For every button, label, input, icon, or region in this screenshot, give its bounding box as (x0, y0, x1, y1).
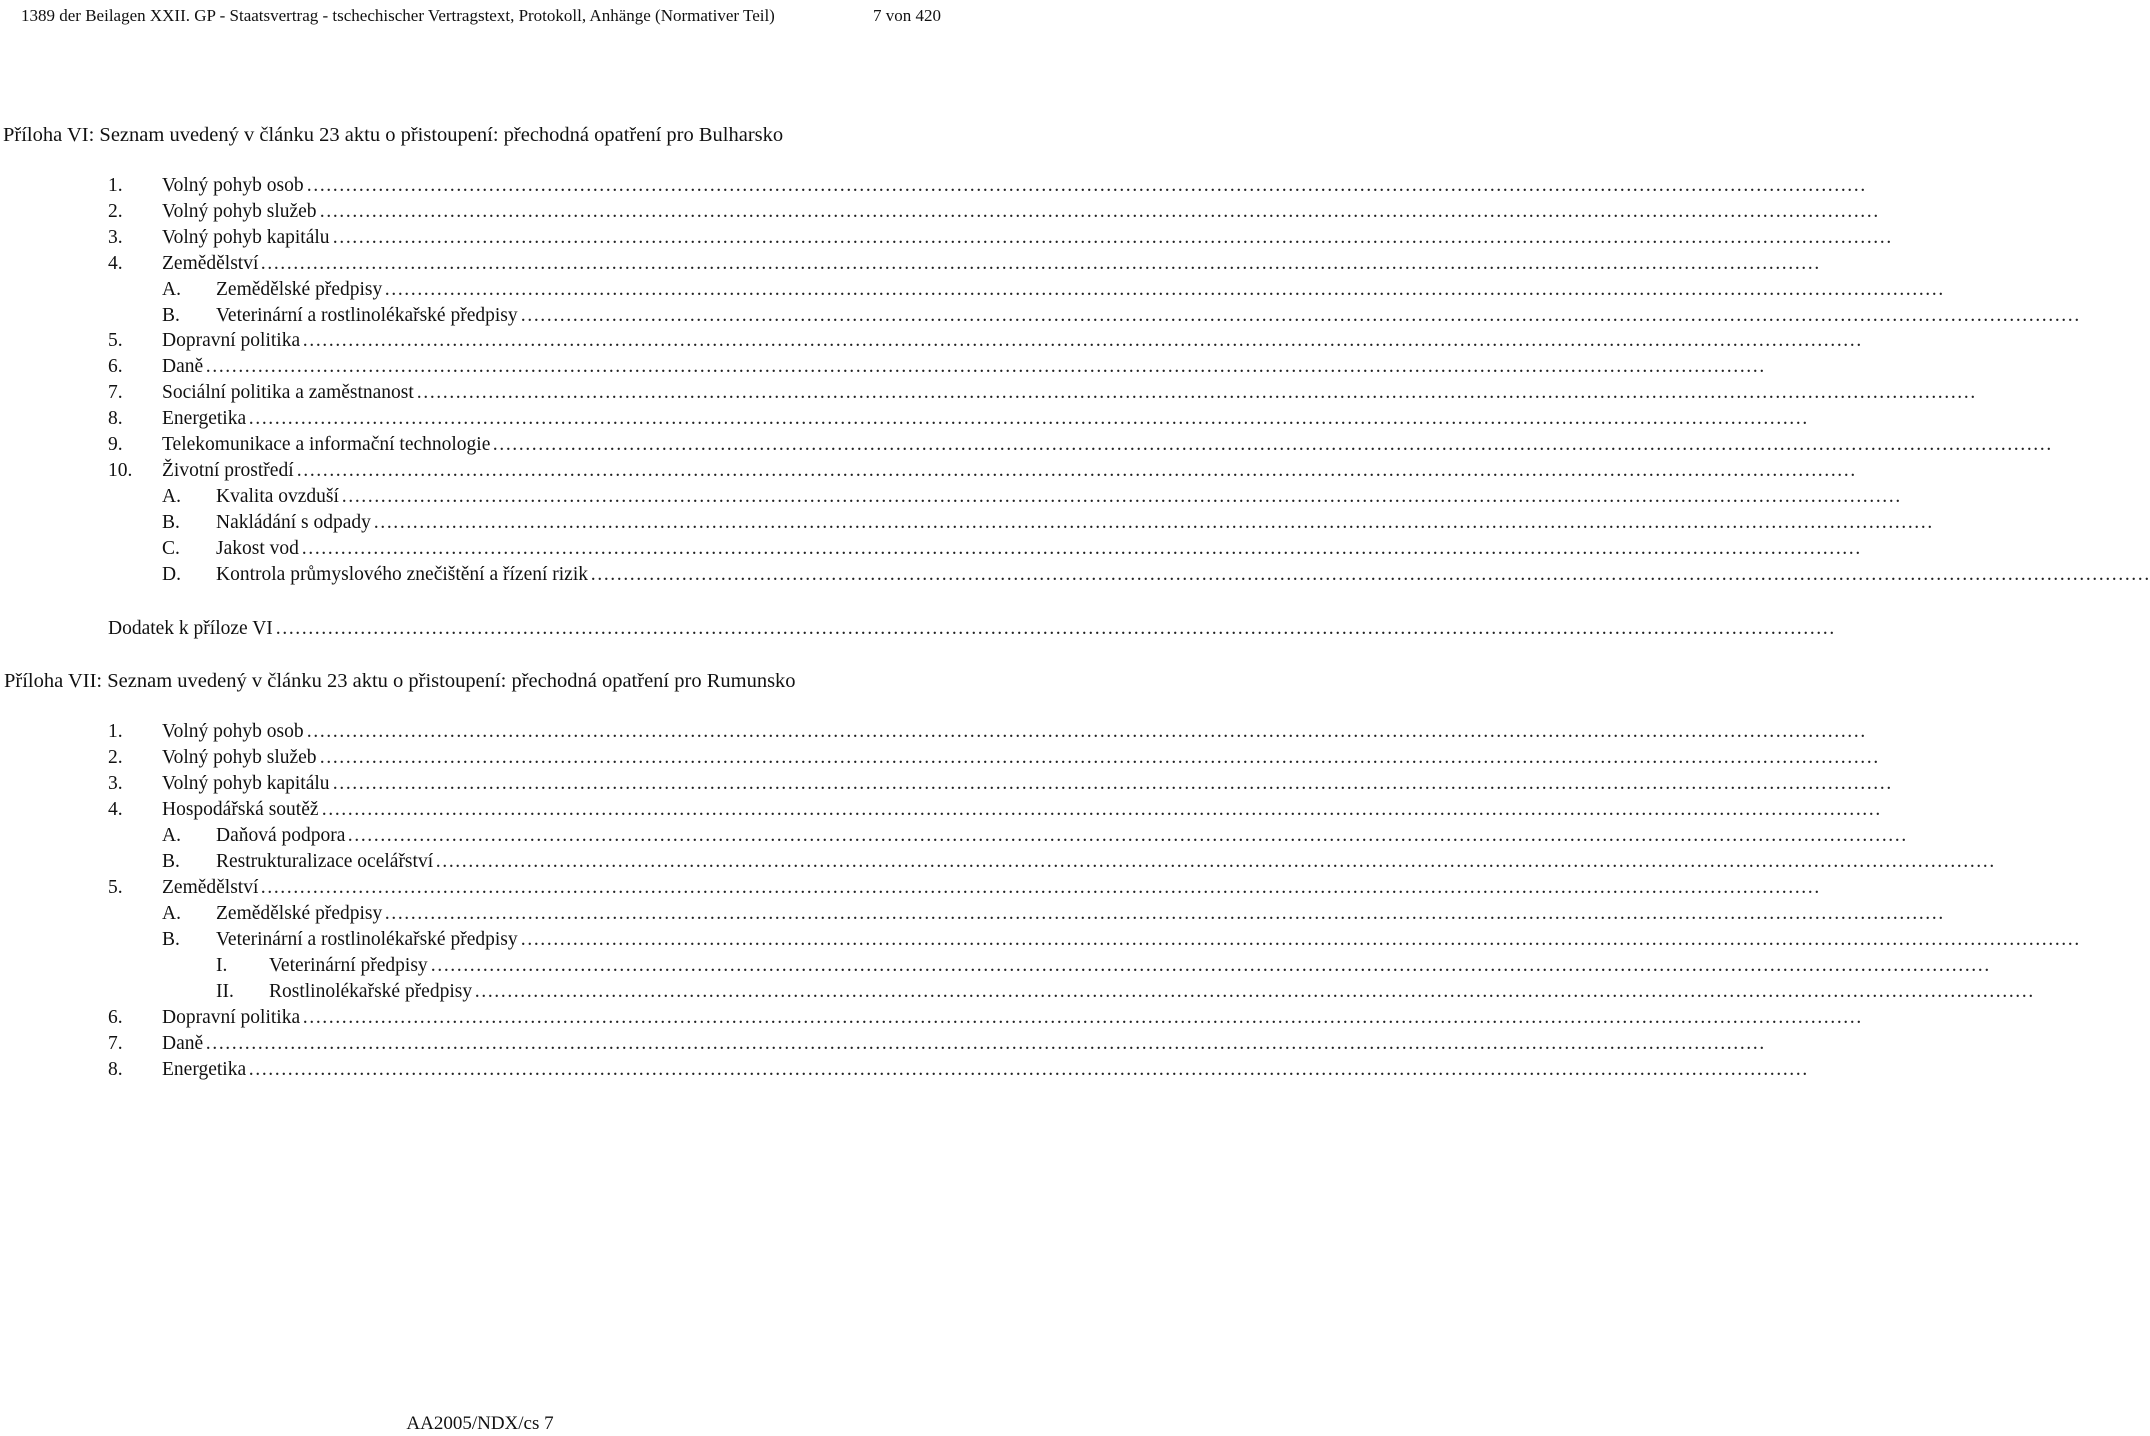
toc-entry (108, 458, 1856, 484)
dot-leader: …………………………………………………………………………………………………………………………………………………………………………………………………………………… (260, 252, 1820, 274)
dot-leader: …………………………………………………………………………………………………………………………………………………………………………………………………………………… (373, 511, 1933, 533)
toc-entry-label: Veterinární a rostlinolékařské předpisy (216, 304, 518, 326)
toc-entry-number: A. (162, 903, 181, 924)
toc-entry-number: B. (162, 304, 180, 326)
toc-entry-label: Daně (162, 1033, 204, 1054)
dot-leader: …………………………………………………………………………………………………………………………………………………………………………………………………………………… (332, 226, 1892, 248)
toc-entry-label: Daňová podpora (216, 825, 346, 846)
toc-entry-label: Volný pohyb kapitálu (162, 773, 330, 794)
toc-entry-number: B. (162, 929, 180, 950)
toc-entry-number: 7. (108, 382, 123, 404)
dot-leader: …………………………………………………………………………………………………………………………………………………………………………………………………………………… (341, 485, 1901, 507)
toc-entry-label: Rostlinolékařské předpisy (269, 981, 473, 1002)
toc-entry-label: Volný pohyb kapitálu (162, 226, 330, 248)
toc-entry-number: 6. (108, 356, 123, 378)
toc-entry (162, 510, 1933, 536)
toc-entry-number: A. (162, 278, 181, 300)
dot-leader: …………………………………………………………………………………………………………………………………………………………………………………………………………………… (319, 747, 1879, 768)
toc-entry-label: Zemědělské předpisy (216, 278, 383, 300)
toc-entry-number: C. (162, 537, 180, 559)
dot-leader: …………………………………………………………………………………………………………………………………………………………………………………………………………………… (205, 1033, 1765, 1054)
dot-leader: …………………………………………………………………………………………………………………………………………………………………………………………………………………… (248, 408, 1808, 430)
dot-leader: …………………………………………………………………………………………………………………………………………………………………………………………………………………… (435, 851, 1995, 872)
dot-leader: …………………………………………………………………………………………………………………………………………………………………………………………………………………… (260, 877, 1820, 898)
toc-entry-number: 2. (108, 747, 123, 768)
toc-entry (162, 823, 1907, 849)
toc-entry (108, 432, 2052, 458)
toc-entry (108, 225, 1892, 251)
dot-leader: …………………………………………………………………………………………………………………………………………………………………………………………………………………… (302, 330, 1862, 352)
toc-entry-label: Nakládání s odpady (216, 511, 371, 533)
toc-entry (162, 536, 1861, 562)
dot-leader: …………………………………………………………………………………………………………………………………………………………………………………………………………………… (205, 356, 1765, 378)
dot-leader: …………………………………………………………………………………………………………………………………………………………………………………………………………………… (492, 434, 2052, 455)
toc-entry-number: 8. (108, 1059, 123, 1080)
toc-entry (108, 745, 1879, 771)
toc-entry (108, 1057, 1808, 1083)
toc-entry-label: Kontrola průmyslového znečištění a řízení rizik (216, 563, 589, 585)
toc-entry (108, 251, 1820, 277)
toc-entry (162, 562, 2150, 588)
dot-leader: …………………………………………………………………………………………………………………………………………………………………………………………………………………… (590, 563, 2150, 585)
toc-entry (162, 484, 1901, 510)
toc-entry (108, 199, 1879, 225)
toc-entry-label: Jakost vod (216, 537, 299, 559)
toc-entry-label: Energetika (162, 408, 247, 430)
toc-entry-number: 1. (108, 175, 123, 196)
toc-entry-label: Zemědělské předpisy (216, 903, 383, 924)
running-header-page-number: 7 von 420 (873, 6, 941, 25)
toc-entry (108, 328, 1862, 354)
dot-leader: …………………………………………………………………………………………………………………………………………………………………………………………………………………… (306, 175, 1866, 196)
dot-leader: …………………………………………………………………………………………………………………………………………………………………………………………………………………… (384, 278, 1944, 300)
appendix-entry-label: Dodatek k příloze VI (108, 618, 273, 639)
toc-entry (108, 354, 1765, 380)
running-header-title: 1389 der Beilagen XXII. GP - Staatsvertrag - tschechischer Vertragstext, Protokoll, Anhänge (Normativer Teil) (21, 6, 775, 25)
toc-entry-label: Volný pohyb služeb (162, 200, 317, 222)
dot-leader: …………………………………………………………………………………………………………………………………………………………………………………………………………………… (520, 304, 2080, 326)
dot-leader: …………………………………………………………………………………………………………………………………………………………………………………………………………………… (384, 903, 1944, 924)
toc-entry-label: Dopravní politika (162, 330, 301, 352)
toc-entry-number: B. (162, 511, 180, 533)
toc-entry-number: 4. (108, 799, 123, 820)
toc-entry-label: Životní prostředí (162, 459, 294, 481)
toc-entry-label: Kvalita ovzduší (216, 485, 339, 507)
annex-vii-heading: Příloha VII: Seznam uvedený v článku 23 aktu o přistoupení: přechodná opatření pro Rumunsko (4, 670, 796, 692)
dot-leader: …………………………………………………………………………………………………………………………………………………………………………………………………………………… (306, 721, 1866, 742)
toc-entry-number: 3. (108, 773, 123, 794)
toc-entry-number: I. (216, 955, 228, 976)
toc-entry-label: Daně (162, 356, 204, 378)
toc-entry (162, 277, 1944, 303)
toc-entry (216, 979, 2034, 1005)
toc-entry-label: Restrukturalizace ocelářství (216, 851, 434, 872)
dot-leader: …………………………………………………………………………………………………………………………………………………………………………………………………………………… (474, 981, 2034, 1002)
toc-entry-label: Dopravní politika (162, 1007, 301, 1028)
toc-entry-label: Energetika (162, 1059, 247, 1080)
toc-entry (162, 901, 1944, 927)
toc-entry-number: 3. (108, 226, 123, 248)
dot-leader: …………………………………………………………………………………………………………………………………………………………………………………………………………………… (248, 1059, 1808, 1080)
appendix-entry (108, 616, 1835, 642)
toc-entry-number: 1. (108, 721, 123, 742)
toc-entry-label: Hospodářská soutěž (162, 799, 319, 820)
toc-entry-number: 6. (108, 1007, 123, 1028)
dot-leader: …………………………………………………………………………………………………………………………………………………………………………………………………………………… (520, 929, 2080, 950)
toc-entry-number: A. (162, 825, 181, 846)
toc-entry-number: B. (162, 851, 180, 872)
toc-entry-number: D. (162, 563, 181, 585)
toc-entry-label: Volný pohyb osob (162, 175, 304, 196)
toc-entry (108, 719, 1866, 745)
toc-entry (108, 1031, 1765, 1057)
toc-entry (216, 953, 1990, 979)
toc-entry-label: Veterinární a rostlinolékařské předpisy (216, 929, 518, 950)
toc-entry-label: Telekomunikace a informační technologie (162, 434, 491, 455)
toc-entry (162, 303, 2080, 329)
toc-entry-label: Zemědělství (162, 877, 259, 898)
toc-entry-number: 2. (108, 200, 123, 222)
toc-entry-number: 5. (108, 877, 123, 898)
toc-entry-number: 4. (108, 252, 123, 274)
dot-leader: …………………………………………………………………………………………………………………………………………………………………………………………………………………… (319, 200, 1879, 222)
toc-entry-number: II. (216, 981, 234, 1002)
toc-entry-label: Zemědělství (162, 252, 259, 274)
toc-entry-label: Volný pohyb osob (162, 721, 304, 742)
toc-entry-number: 9. (108, 434, 123, 455)
toc-entry (108, 771, 1892, 797)
toc-entry-number: 5. (108, 330, 123, 352)
dot-leader: …………………………………………………………………………………………………………………………………………………………………………………………………………………… (302, 1007, 1862, 1028)
toc-entry-label: Veterinární předpisy (269, 955, 428, 976)
toc-entry-number: A. (162, 485, 181, 507)
toc-entry (108, 797, 1881, 823)
page-footer-reference: AA2005/NDX/cs 7 (406, 1413, 554, 1434)
dot-leader: …………………………………………………………………………………………………………………………………………………………………………………………………………………… (321, 799, 1881, 820)
toc-entry (108, 406, 1808, 432)
toc-entry (108, 1005, 1862, 1031)
dot-leader: …………………………………………………………………………………………………………………………………………………………………………………………………………………… (416, 382, 1976, 404)
toc-entry (108, 173, 1866, 199)
toc-entry-label: Sociální politika a zaměstnanost (162, 382, 414, 404)
dot-leader: …………………………………………………………………………………………………………………………………………………………………………………………………………………… (275, 618, 1835, 639)
toc-entry (162, 927, 2080, 953)
toc-entry-number: 7. (108, 1033, 123, 1054)
dot-leader: …………………………………………………………………………………………………………………………………………………………………………………………………………………… (347, 825, 1907, 846)
toc-entry (108, 875, 1820, 901)
toc-entry (162, 849, 1995, 875)
toc-entry-label: Volný pohyb služeb (162, 747, 317, 768)
dot-leader: …………………………………………………………………………………………………………………………………………………………………………………………………………………… (430, 955, 1990, 976)
dot-leader: …………………………………………………………………………………………………………………………………………………………………………………………………………………… (332, 773, 1892, 794)
toc-entry (108, 380, 1976, 406)
dot-leader: …………………………………………………………………………………………………………………………………………………………………………………………………………………… (296, 459, 1856, 481)
dot-leader: …………………………………………………………………………………………………………………………………………………………………………………………………………………… (301, 537, 1861, 559)
toc-entry-number: 10. (108, 459, 133, 481)
toc-entry-number: 8. (108, 408, 123, 430)
annex-vi-heading: Příloha VI: Seznam uvedený v článku 23 aktu o přistoupení: přechodná opatření pro Bulharsko (3, 124, 784, 146)
